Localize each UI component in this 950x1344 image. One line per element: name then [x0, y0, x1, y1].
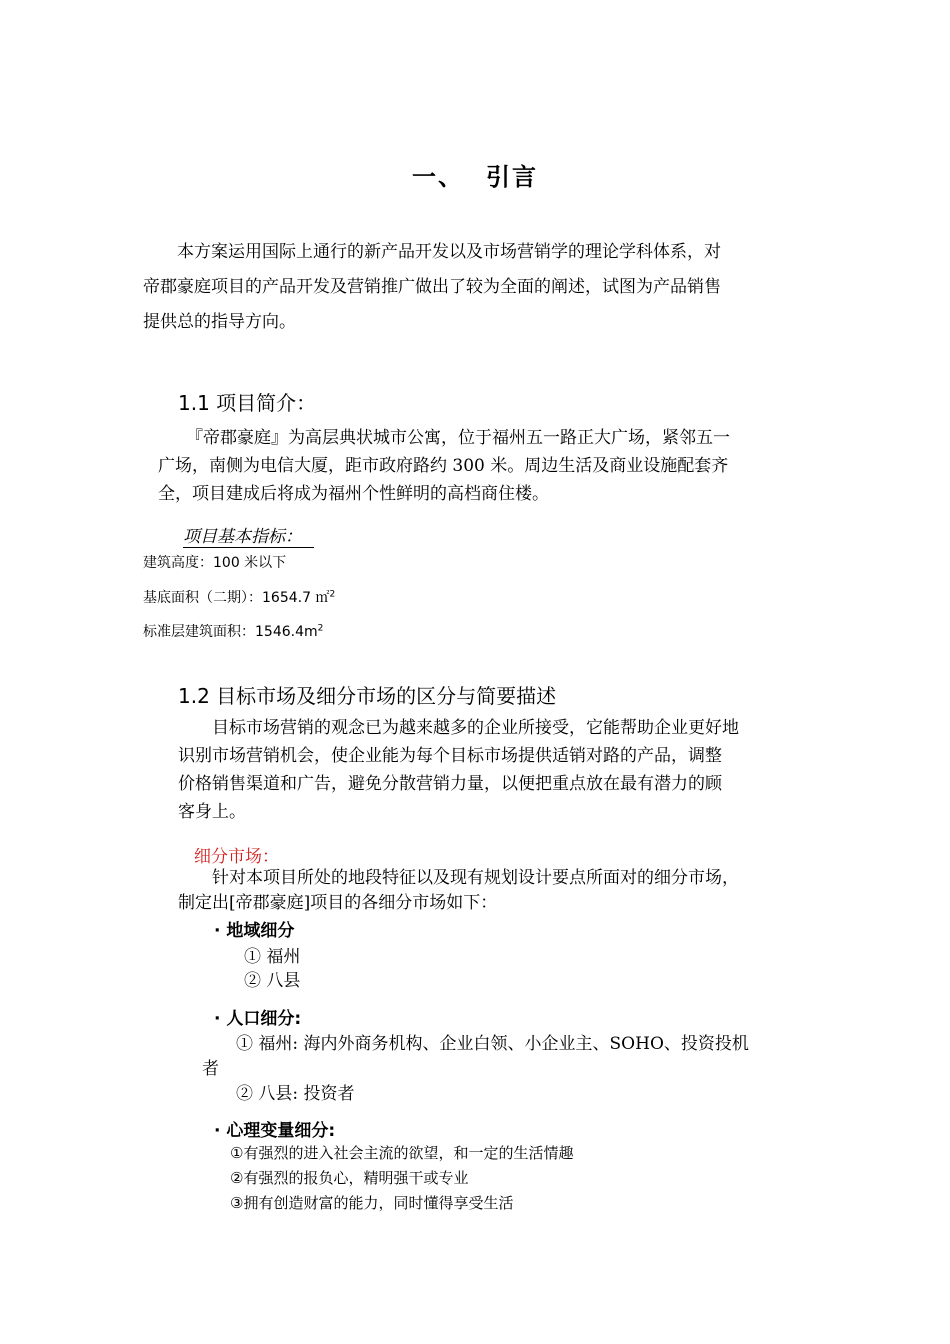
paragraph-line: 广场，南侧为电信大厦，距市政府路约 300 米。周边生活及商业设施配套齐 — [158, 456, 729, 476]
metric-floor-area — [143, 621, 323, 641]
section-heading-1-2: 1.2 目标市场及细分市场的区分与简要描述 — [178, 684, 557, 708]
metric-base-area-label: 基底面积（二期）：1654.7 ㎡ — [143, 590, 330, 606]
intro-line: 提供总的指导方向。 — [143, 312, 296, 332]
paragraph-line: 全，项目建成后将成为福州个性鲜明的高档商住楼。 — [158, 484, 549, 504]
paragraph-line: 目标市场营销的观念已为越来越多的企业所接受，它能帮助企业更好地 — [212, 718, 739, 738]
intro-paragraph — [143, 235, 813, 340]
metric-height: 建筑高度：100 米以下 — [143, 555, 287, 571]
metric-floor-area-sup: 2 — [317, 623, 324, 634]
segment-paragraph — [178, 866, 818, 916]
section-heading-1-1: 1.1 项目简介： — [178, 391, 317, 415]
psy-item: ②有强烈的报负心，精明强干或专业 — [230, 1169, 469, 1187]
metrics-heading — [183, 522, 314, 547]
pop-item-baxian: ② 八县: 投资者 — [236, 1084, 355, 1104]
geo-segment-heading: · 地域细分 — [214, 921, 295, 941]
psy-item: ③拥有创造财富的能力，同时懂得享受生活 — [230, 1194, 514, 1212]
pop-segment-heading: · 人口细分: — [214, 1009, 302, 1029]
target-market-paragraph — [178, 714, 818, 826]
paragraph-line: 客身上。 — [178, 802, 246, 822]
paragraph-line: 价格销售渠道和广告，避免分散营销力量，以便把重点放在最有潜力的顾 — [178, 774, 722, 794]
metric-base-area-sup: 2 — [329, 589, 336, 600]
paragraph-line: 识别市场营销机会，使企业能为每个目标市场提供适销对路的产品，调整 — [178, 746, 722, 766]
psy-segment-heading: · 心理变量细分: — [214, 1121, 336, 1141]
metrics-heading-text: 项目基本指标： — [183, 527, 302, 547]
metric-base-area — [143, 587, 335, 607]
psy-item: ①有强烈的进入社会主流的欲望，和一定的生活情趣 — [230, 1144, 574, 1162]
pop-item-fuzhou-continued: 者 — [202, 1059, 219, 1079]
paragraph-line: 针对本项目所处的地段特征以及现有规划设计要点所面对的细分市场， — [212, 868, 739, 888]
chapter-title-text: 引言 — [486, 163, 538, 191]
metric-floor-area-label: 标准层建筑面积：1546.4m — [143, 624, 318, 640]
chapter-title — [0, 157, 950, 192]
chapter-number: 一、 — [412, 163, 464, 191]
geo-item-fuzhou: ① 福州 — [244, 947, 301, 967]
paragraph-line: 『帝郡豪庭』为高层典状城市公寓，位于福州五一路正大广场，紧邻五一 — [186, 428, 730, 448]
paragraph-line: 制定出[帝郡豪庭]项目的各细分市场如下： — [178, 893, 498, 913]
project-intro-paragraph — [150, 424, 810, 508]
pop-item-fuzhou: ① 福州: 海内外商务机构、企业白领、小企业主、SOHO、投资投机 — [236, 1034, 749, 1054]
geo-item-baxian: ② 八县 — [244, 971, 301, 991]
intro-line: 帝郡豪庭项目的产品开发及营销推广做出了较为全面的阐述，试图为产品销售 — [143, 277, 721, 297]
segment-heading: 细分市场： — [194, 847, 279, 867]
intro-line: 本方案运用国际上通行的新产品开发以及市场营销学的理论学科体系，对 — [177, 242, 721, 262]
